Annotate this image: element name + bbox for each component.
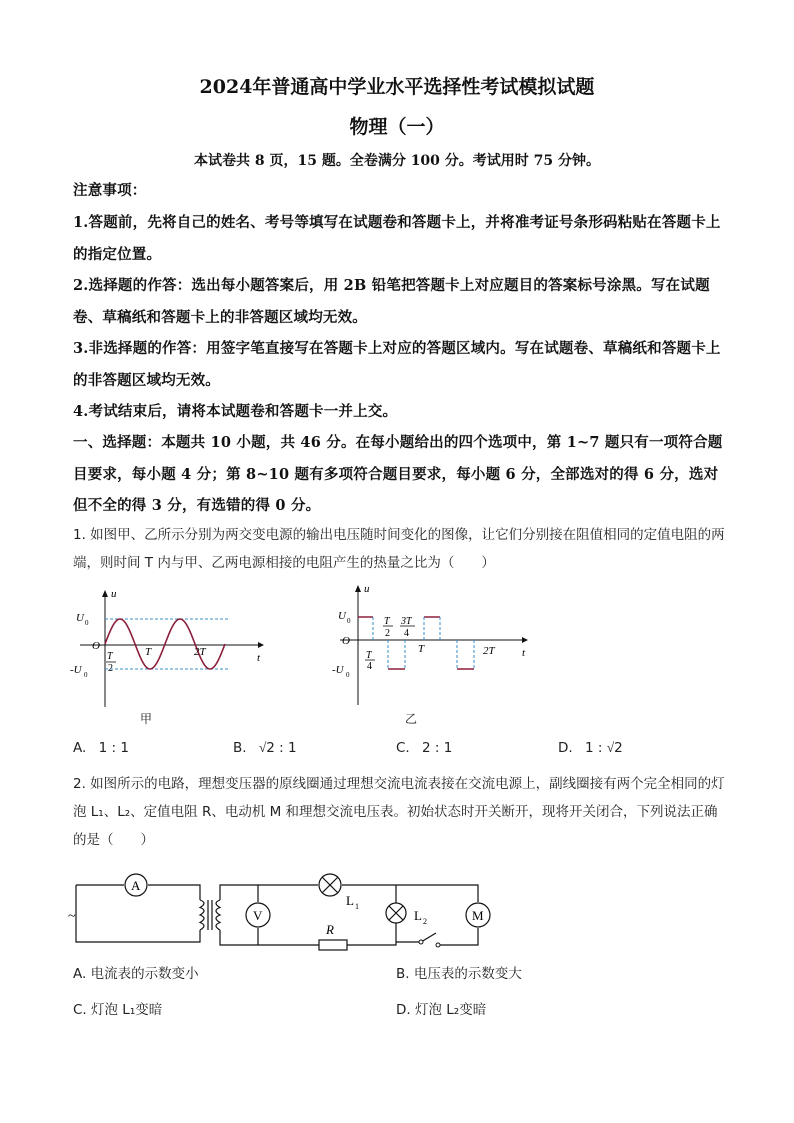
secondary-coil	[216, 900, 220, 930]
option-text: 1 :	[584, 740, 607, 756]
ac-source-symbol: ~	[68, 909, 76, 924]
q1-option-d[interactable]	[558, 740, 623, 756]
graph-b-t-label: T	[418, 643, 425, 655]
graph-b-y-arrow	[355, 585, 361, 592]
option-letter: B.	[233, 740, 247, 756]
graph-a-t-label: T	[145, 646, 152, 658]
graph-a-sine-curve	[105, 619, 225, 669]
q1-option-b[interactable]	[233, 740, 297, 756]
graph-a-caption: 甲	[140, 712, 153, 726]
graph-b-caption: 乙	[405, 712, 418, 726]
option-text: 2 : 1	[422, 740, 453, 756]
switch-blade	[421, 933, 436, 942]
graph-a-neg-u0-sub: 0	[84, 671, 88, 679]
ammeter-label: A	[131, 878, 141, 893]
graph-a	[70, 585, 270, 715]
notice-heading: 注意事项：	[73, 182, 147, 199]
graph-b-neg-u0-label: -U	[332, 664, 344, 676]
graph-b-half-t-num: T	[384, 616, 390, 627]
notice-item-4: 4.考试结束后，请将本试题卷和答题卡一并上交。	[73, 403, 398, 420]
graph-a-x-label: t	[257, 652, 261, 664]
switch-contact-right	[436, 943, 440, 947]
option-letter: A.	[73, 740, 87, 756]
graph-b-x-arrow	[522, 637, 528, 643]
graph-b	[330, 580, 540, 715]
graph-b-half-t-den: 2	[385, 628, 390, 639]
sqrt-symbol: √	[606, 740, 615, 755]
q2-option-d[interactable]: D. 灯泡 L₂变暗	[396, 1002, 487, 1018]
option-text: 2 : 1	[266, 740, 297, 756]
graph-a-half-t-num: T	[107, 651, 113, 662]
graph-a-y-label: u	[111, 588, 117, 600]
q2-option-a[interactable]: A. 电流表的示数变小	[73, 966, 199, 982]
graph-a-u0-label: U	[76, 612, 84, 624]
option-root: 2	[614, 740, 623, 756]
option-text: 1 : 1	[98, 740, 129, 756]
graph-b-three-quarter-num: 3T	[401, 616, 412, 627]
lamp-l1-sub: 1	[355, 902, 359, 911]
switch-contact-left	[419, 940, 423, 944]
graph-a-2t-label: 2T	[194, 646, 206, 658]
graph-b-quarter-t-num: T	[366, 650, 372, 661]
q1-option-a[interactable]	[73, 740, 129, 756]
graph-b-x-label: t	[522, 647, 526, 659]
sqrt-symbol: √	[258, 740, 267, 755]
lamp-l2-label: L	[414, 908, 422, 923]
lamp-l2-sub: 2	[423, 917, 427, 926]
circuit-diagram	[68, 870, 508, 955]
section-heading: 一、选择题：本题共 10 小题，共 46 分。在每小题给出的四个选项中，第 1~7 题只有一项符合题目要求，每小题 4 分；第 8~10 题有多项符合题目要求，每小题 6 分，全部选对的得 6 分，选对但不全的得 3 分，有选错的得 0 分。	[73, 434, 723, 514]
exam-info: 本试卷共 8 页，15 题。全卷满分 100 分。考试用时 75 分钟。	[193, 153, 601, 169]
lamp-l1-label: L	[346, 893, 354, 908]
graph-b-2t-label: 2T	[483, 645, 495, 657]
graph-a-y-arrow	[102, 590, 108, 597]
graph-b-three-quarter-den: 4	[404, 628, 409, 639]
question-2-stem: 2. 如图所示的电路，理想变压器的原线圈通过理想交流电流表接在交流电源上，副线圈接有两个完全相同的灯泡 L₁、L₂、定值电阻 R、电动机 M 和理想交流电压表。初始状态时开关断开，现将开关闭合，下列说法正确的是（ ）	[73, 776, 725, 848]
question-1-stem: 1. 如图甲、乙所示分别为两交变电源的输出电压随时间变化的图像，让它们分别接在阻值相同的定值电阻的两端，则时间 T 内与甲、乙两电源相接的电阻产生的热量之比为（ ）	[73, 527, 725, 571]
motor-label: M	[472, 908, 484, 923]
notice-item-2: 2.选择题的作答：选出每小题答案后，用 2B 铅笔把答题卡上对应题目的答案标号涂黑。写在试题卷、草稿纸和答题卡上的非答题区域均无效。	[73, 277, 710, 326]
graph-a-x-arrow	[258, 642, 264, 648]
graph-a-half-t-den: 2	[108, 663, 113, 674]
graph-b-u0-label: U	[338, 610, 346, 622]
resistor-icon	[319, 940, 347, 950]
q1-option-c[interactable]	[396, 740, 452, 756]
notice-item-1: 1.答题前，先将自己的姓名、考号等填写在试题卷和答题卡上，并将准考证号条形码粘贴在答题卡上的指定位置。	[73, 214, 721, 263]
notice-item-3: 3.非选择题的作答：用签字笔直接写在答题卡上对应的答题区域内。写在试题卷、草稿纸和答题卡上的非答题区域均无效。	[73, 340, 721, 389]
graph-a-origin: O	[92, 640, 100, 652]
option-letter: C.	[396, 740, 410, 756]
q2-option-c[interactable]: C. 灯泡 L₁变暗	[73, 1002, 163, 1018]
paper-subtitle: 物理（一）	[349, 116, 445, 138]
resistor-label: R	[326, 922, 334, 937]
graph-a-neg-u0-label: -U	[70, 664, 82, 676]
graph-b-quarter-t-den: 4	[367, 661, 372, 672]
graph-a-u0-sub: 0	[85, 619, 89, 627]
graph-b-u0-sub: 0	[347, 617, 351, 625]
page-title: 2024年普通高中学业水平选择性考试模拟试题	[199, 76, 595, 98]
graph-b-y-label: u	[364, 583, 370, 595]
graph-b-origin: O	[342, 635, 350, 647]
primary-coil	[200, 900, 204, 930]
option-letter: D.	[558, 740, 573, 756]
q2-option-b[interactable]: B. 电压表的示数变大	[396, 966, 522, 982]
graph-b-neg-u0-sub: 0	[346, 671, 350, 679]
voltmeter-label: V	[253, 908, 263, 923]
